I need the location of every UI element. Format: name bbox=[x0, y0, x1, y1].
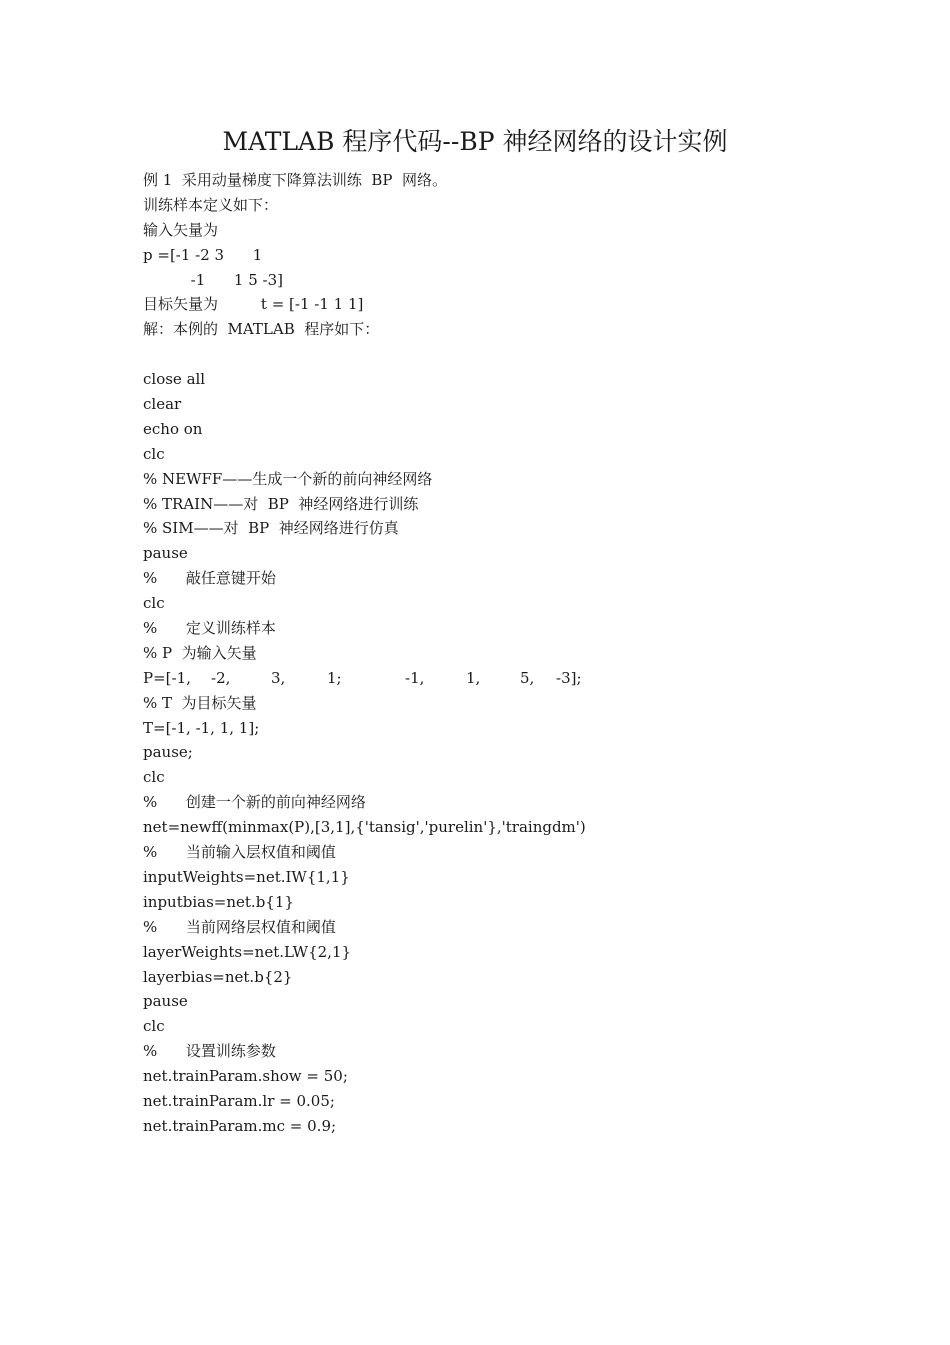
code-line: inputbias=net.b{1} bbox=[143, 892, 294, 911]
blank-line bbox=[143, 342, 863, 367]
code-line: echo on bbox=[143, 419, 203, 438]
p-token: 3, bbox=[271, 668, 286, 687]
code-line: clc bbox=[143, 768, 165, 787]
intro-line: 例 1 采用动量梯度下降算法训练 BP 网络。 bbox=[143, 171, 448, 189]
code-line: % TRAIN——对 BP 神经网络进行训练 bbox=[143, 494, 419, 513]
code-line: pause bbox=[143, 544, 188, 563]
document-body bbox=[143, 168, 863, 1139]
intro-line: 训练样本定义如下： bbox=[143, 195, 279, 214]
code-line: net.trainParam.mc = 0.9; bbox=[143, 1116, 337, 1135]
code-line: % 当前输入层权值和阈值 bbox=[143, 843, 336, 862]
p-token: 5, bbox=[520, 668, 535, 687]
code-line: % NEWFF——生成一个新的前向神经网络 bbox=[143, 469, 433, 488]
p-token: P=[-1, bbox=[143, 668, 191, 687]
code-line: % 创建一个新的前向神经网络 bbox=[143, 793, 366, 812]
code-line: clc bbox=[143, 594, 165, 613]
p-token: 1; bbox=[327, 668, 342, 687]
code-line: layerbias=net.b{2} bbox=[143, 967, 293, 986]
p-token: 1, bbox=[466, 668, 481, 687]
code-line: pause bbox=[143, 992, 188, 1011]
code-line: % 定义训练样本 bbox=[143, 619, 276, 638]
code-line: % 设置训练参数 bbox=[143, 1042, 276, 1061]
document-title: MATLAB 程序代码--BP 神经网络的设计实例 bbox=[222, 127, 728, 156]
code-line: net.trainParam.lr = 0.05; bbox=[143, 1091, 335, 1110]
code-line: % 当前网络层权值和阈值 bbox=[143, 917, 336, 936]
code-line: clear bbox=[143, 395, 182, 414]
p-token: -1, bbox=[405, 668, 425, 687]
code-line: net=newff(minmax(P),[3,1],{'tansig','purelin'},'traingdm') bbox=[143, 818, 586, 837]
code-line: net.trainParam.show = 50; bbox=[143, 1067, 348, 1086]
p-assignment-line bbox=[143, 666, 863, 691]
code-line: inputWeights=net.IW{1,1} bbox=[143, 867, 350, 886]
code-line: close all bbox=[143, 370, 206, 389]
p-token: -2, bbox=[211, 668, 231, 687]
intro-line: 解：本例的 MATLAB 程序如下： bbox=[143, 320, 380, 339]
intro-line: 输入矢量为 bbox=[143, 220, 219, 239]
intro-line: 目标矢量为 t = [-1 -1 1 1] bbox=[143, 295, 364, 314]
code-line: % P 为输入矢量 bbox=[143, 643, 257, 662]
code-line: clc bbox=[143, 444, 165, 463]
code-line: clc bbox=[143, 1017, 165, 1036]
code-line: T=[-1, -1, 1, 1]; bbox=[143, 718, 260, 737]
code-line: pause; bbox=[143, 743, 193, 762]
code-line: % 敲任意键开始 bbox=[143, 569, 276, 588]
code-line: layerWeights=net.LW{2,1} bbox=[143, 942, 352, 961]
intro-line: p =[-1 -2 3 1 bbox=[143, 245, 263, 264]
code-line: % T 为目标矢量 bbox=[143, 693, 257, 712]
p-token: -3]; bbox=[556, 668, 582, 687]
intro-line: -1 1 5 -3] bbox=[143, 270, 283, 289]
code-line: % SIM——对 BP 神经网络进行仿真 bbox=[143, 519, 399, 538]
